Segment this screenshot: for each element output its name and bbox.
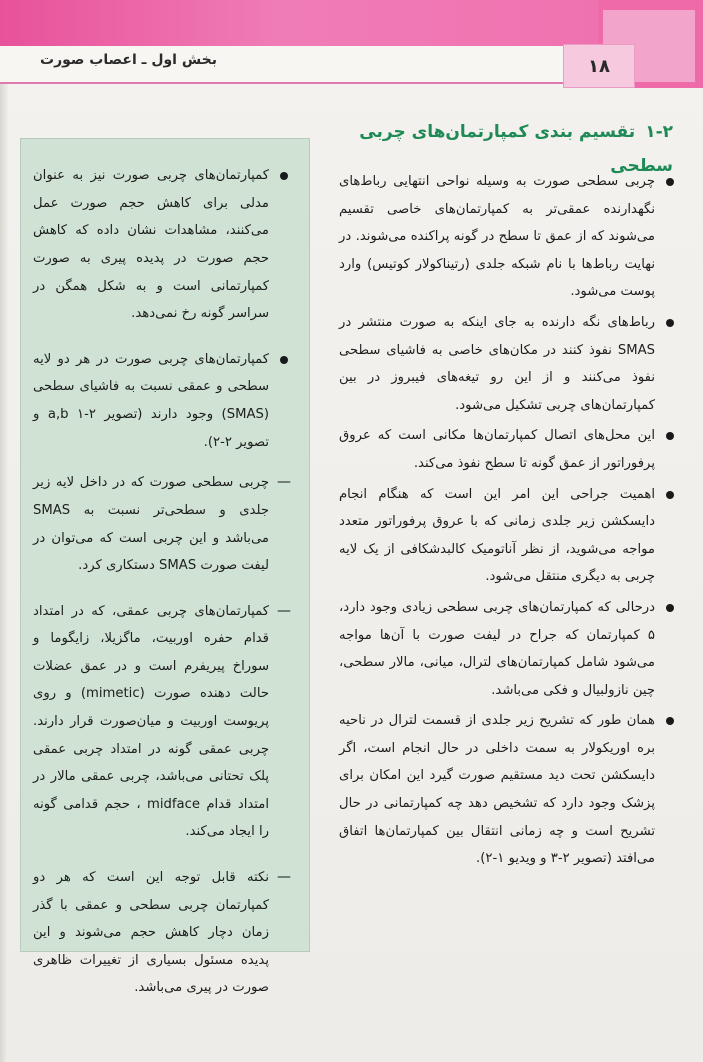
right-column [339,168,677,876]
list-item: همان طور که تشریح زیر جلدی از قسمت لترال در ناحیه بره اوریکولار به سمت داخلی در حال انجام است، اگر دایسکشن تحت دید مستقیم صورت گیرد این امکان برای پزشک وجود دارد که تشخیص دهد چه کمپارتمانی در حال تشریح است و چه زمانی انتقال بین کمپارتمان‌ها اتفاق می‌افتد (تصویر ۲-۳ و ویدیو ۱-۲). [339,707,677,873]
box-item: — چربی سطحی صورت که در داخل لایه زیر جلدی و سطحی‌تر نسبت به SMAS می‌باشد و این چربی است که می‌توان در لیفت صورت SMAS دستکاری کرد. [33,469,291,579]
list-item: این محل‌های اتصال کمپارتمان‌ها مکانی است که عروق پرفوراتور از عمق گونه تا سطح نفوذ می‌کند. [339,422,677,477]
running-head: بخش اول ـ اعصاب صورت [40,52,217,68]
list-item: درحالی که کمپارتمان‌های چربی سطحی زیادی وجود دارد، ۵ کمپارتمان که جراح در لیفت صورت با آن‌ها مواجه می‌شود شامل کمپارتمان‌های لترال، میانی، مالار سطحی، چین نازولبیال و فکی می‌باشد. [339,594,677,704]
page-number: ۱۸ [563,44,635,88]
page-binding-edge [0,0,8,1062]
section-number: ۱-۲ [645,122,673,142]
box-item: — نکته قابل توجه این است که هر دو کمپارتمان چربی سطحی و عمقی با گذر زمان دچار کاهش حجم می‌شوند و این پدیده مسئول بسیاری از تغییرات ظاهری صورت در پیری می‌باشد. [33,864,291,1002]
box-item: کمپارتمان‌های چربی صورت نیز به عنوان مدلی برای کاهش حجم صورت عمل می‌کنند، مشاهدات نشان داده که کاهش حجم صورت در پدیده پیری به صورت کمپارتمانی است و به شکل همگن در سراسر گونه رخ نمی‌دهد. [33,162,291,328]
box-item: کمپارتمان‌های چربی صورت در هر دو لایه سطحی و عمقی نسبت به فاشیای سطحی (SMAS) وجود دارند (تصویر a,b ۱-۲ و تصویر ۲-۲). [33,346,291,456]
list-item: اهمیت جراحی این امر این است که هنگام انجام دایسکشن زیر جلدی زمانی که با عروق پرفوراتور متعدد مواجه می‌شوید، از نظر آناتومیک کالبدشکافی از یک لایه چربی به دیگری منتقل می‌شود. [339,481,677,591]
green-note-box [20,138,310,996]
box-item: — کمپارتمان‌های چربی عمقی، که در امتداد قدام حفره اوربیت، ماگزیلا، زایگوما و سوراخ پیریفرم است و در عمق عضلات حالت دهنده صورت (mimetic) و روی پریوست اوربیت و میان‌صورت قرار دارند. چربی عمقی گونه در امتداد چربی عمقی پلک تحتانی می‌باشد، چربی عمقی مالار در امتداد قدام midface ، حجم قدامی گونه را ایجاد می‌کند. [33,598,291,846]
list-item: چربی سطحی صورت به وسیله نواحی انتهایی رباط‌های نگهدارنده عمقی‌تر به کمپارتمان‌های خاصی تقسیم می‌شوند که از عمق تا سطح در گونه پراکنده می‌شوند. در نهایت رباط‌ها با نام شبکه جلدی (رتیناکولار کوتیس) وارد پوست می‌شود. [339,168,677,306]
list-item: رباط‌های نگه دارنده به جای اینکه به صورت منتشر در SMAS نفوذ کنند در مکان‌های خاصی به فاشیای سطحی نفوذ می‌کنند و از این رو تیغه‌های فیبروز در بین کمپارتمان‌های چربی تشکیل می‌شود. [339,309,677,419]
section-title-text: تقسیم بندی کمپارتمان‌های چربی سطحی [359,122,673,176]
